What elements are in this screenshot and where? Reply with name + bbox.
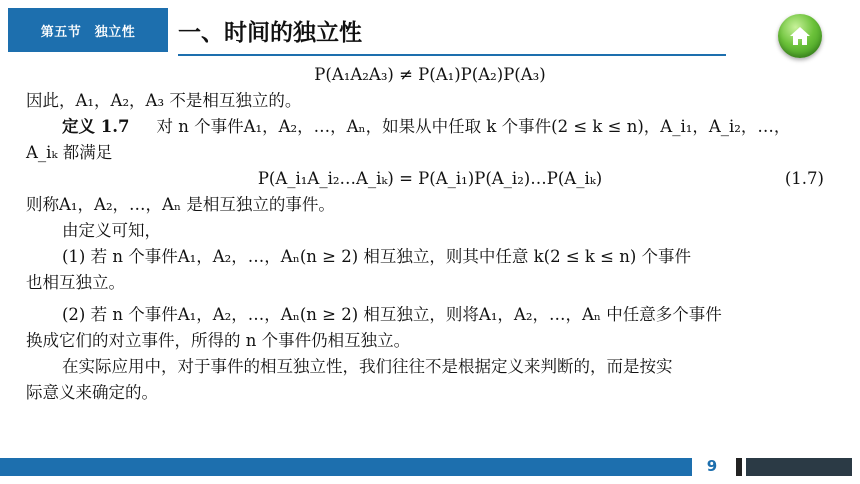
text-line: 由定义可知， [62,221,161,240]
inequality-formula: P(A₁A₂A₃) ≠ P(A₁)P(A₂)P(A₃) [314,65,546,84]
title-divider [178,54,726,56]
home-icon [788,24,812,48]
text-line: 因此，A₁，A₂，A₃ 不是相互独立的。 [26,91,302,110]
text-line: A_iₖ 都满足 [26,143,113,162]
property-1: (1) 若 n 个事件A₁，A₂，…，Aₙ(n ≥ 2) 相互独立，则其中任意 k(2 ≤ k ≤ n) 个事件 [62,247,692,266]
section-label: 第五节 独立性 [8,8,168,52]
definition-line [26,114,834,140]
independence-formula: P(A_i₁A_i₂…A_iₖ) = P(A_i₁)P(A_i₂)…P(A_iₖ) [257,169,603,188]
footer-block [746,458,852,476]
equation-number: (1.7) [784,169,824,188]
definition-label: 定义 1.7 [62,117,130,136]
footer-bar [0,458,692,476]
text-line: 际意义来确定的。 [26,383,158,402]
text-line: 换成它们的对立事件，所得的 n 个事件仍相互独立。 [26,331,411,350]
footer-divider [736,458,742,476]
definition-text: 对 n 个事件A₁，A₂，…，Aₙ，如果从中任取 k 个事件(2 ≤ k ≤ n)，A_i₁，A_i₂，…， [156,117,791,136]
equation-row [26,166,834,192]
page-number: 9 [706,457,718,475]
document-body [26,62,834,406]
text-line: 也相互独立。 [26,273,125,292]
page-title: 一、时间的独立性 [178,20,362,46]
property-2: (2) 若 n 个事件A₁，A₂，…，Aₙ(n ≥ 2) 相互独立，则将A₁，A₂，…，Aₙ 中任意多个事件 [62,305,722,324]
text-line: 在实际应用中，对于事件的相互独立性，我们往往不是根据定义来判断的，而是按实 [62,357,673,376]
text-line: 则称A₁，A₂，…，Aₙ 是相互独立的事件。 [26,195,335,214]
home-button[interactable] [778,14,822,58]
